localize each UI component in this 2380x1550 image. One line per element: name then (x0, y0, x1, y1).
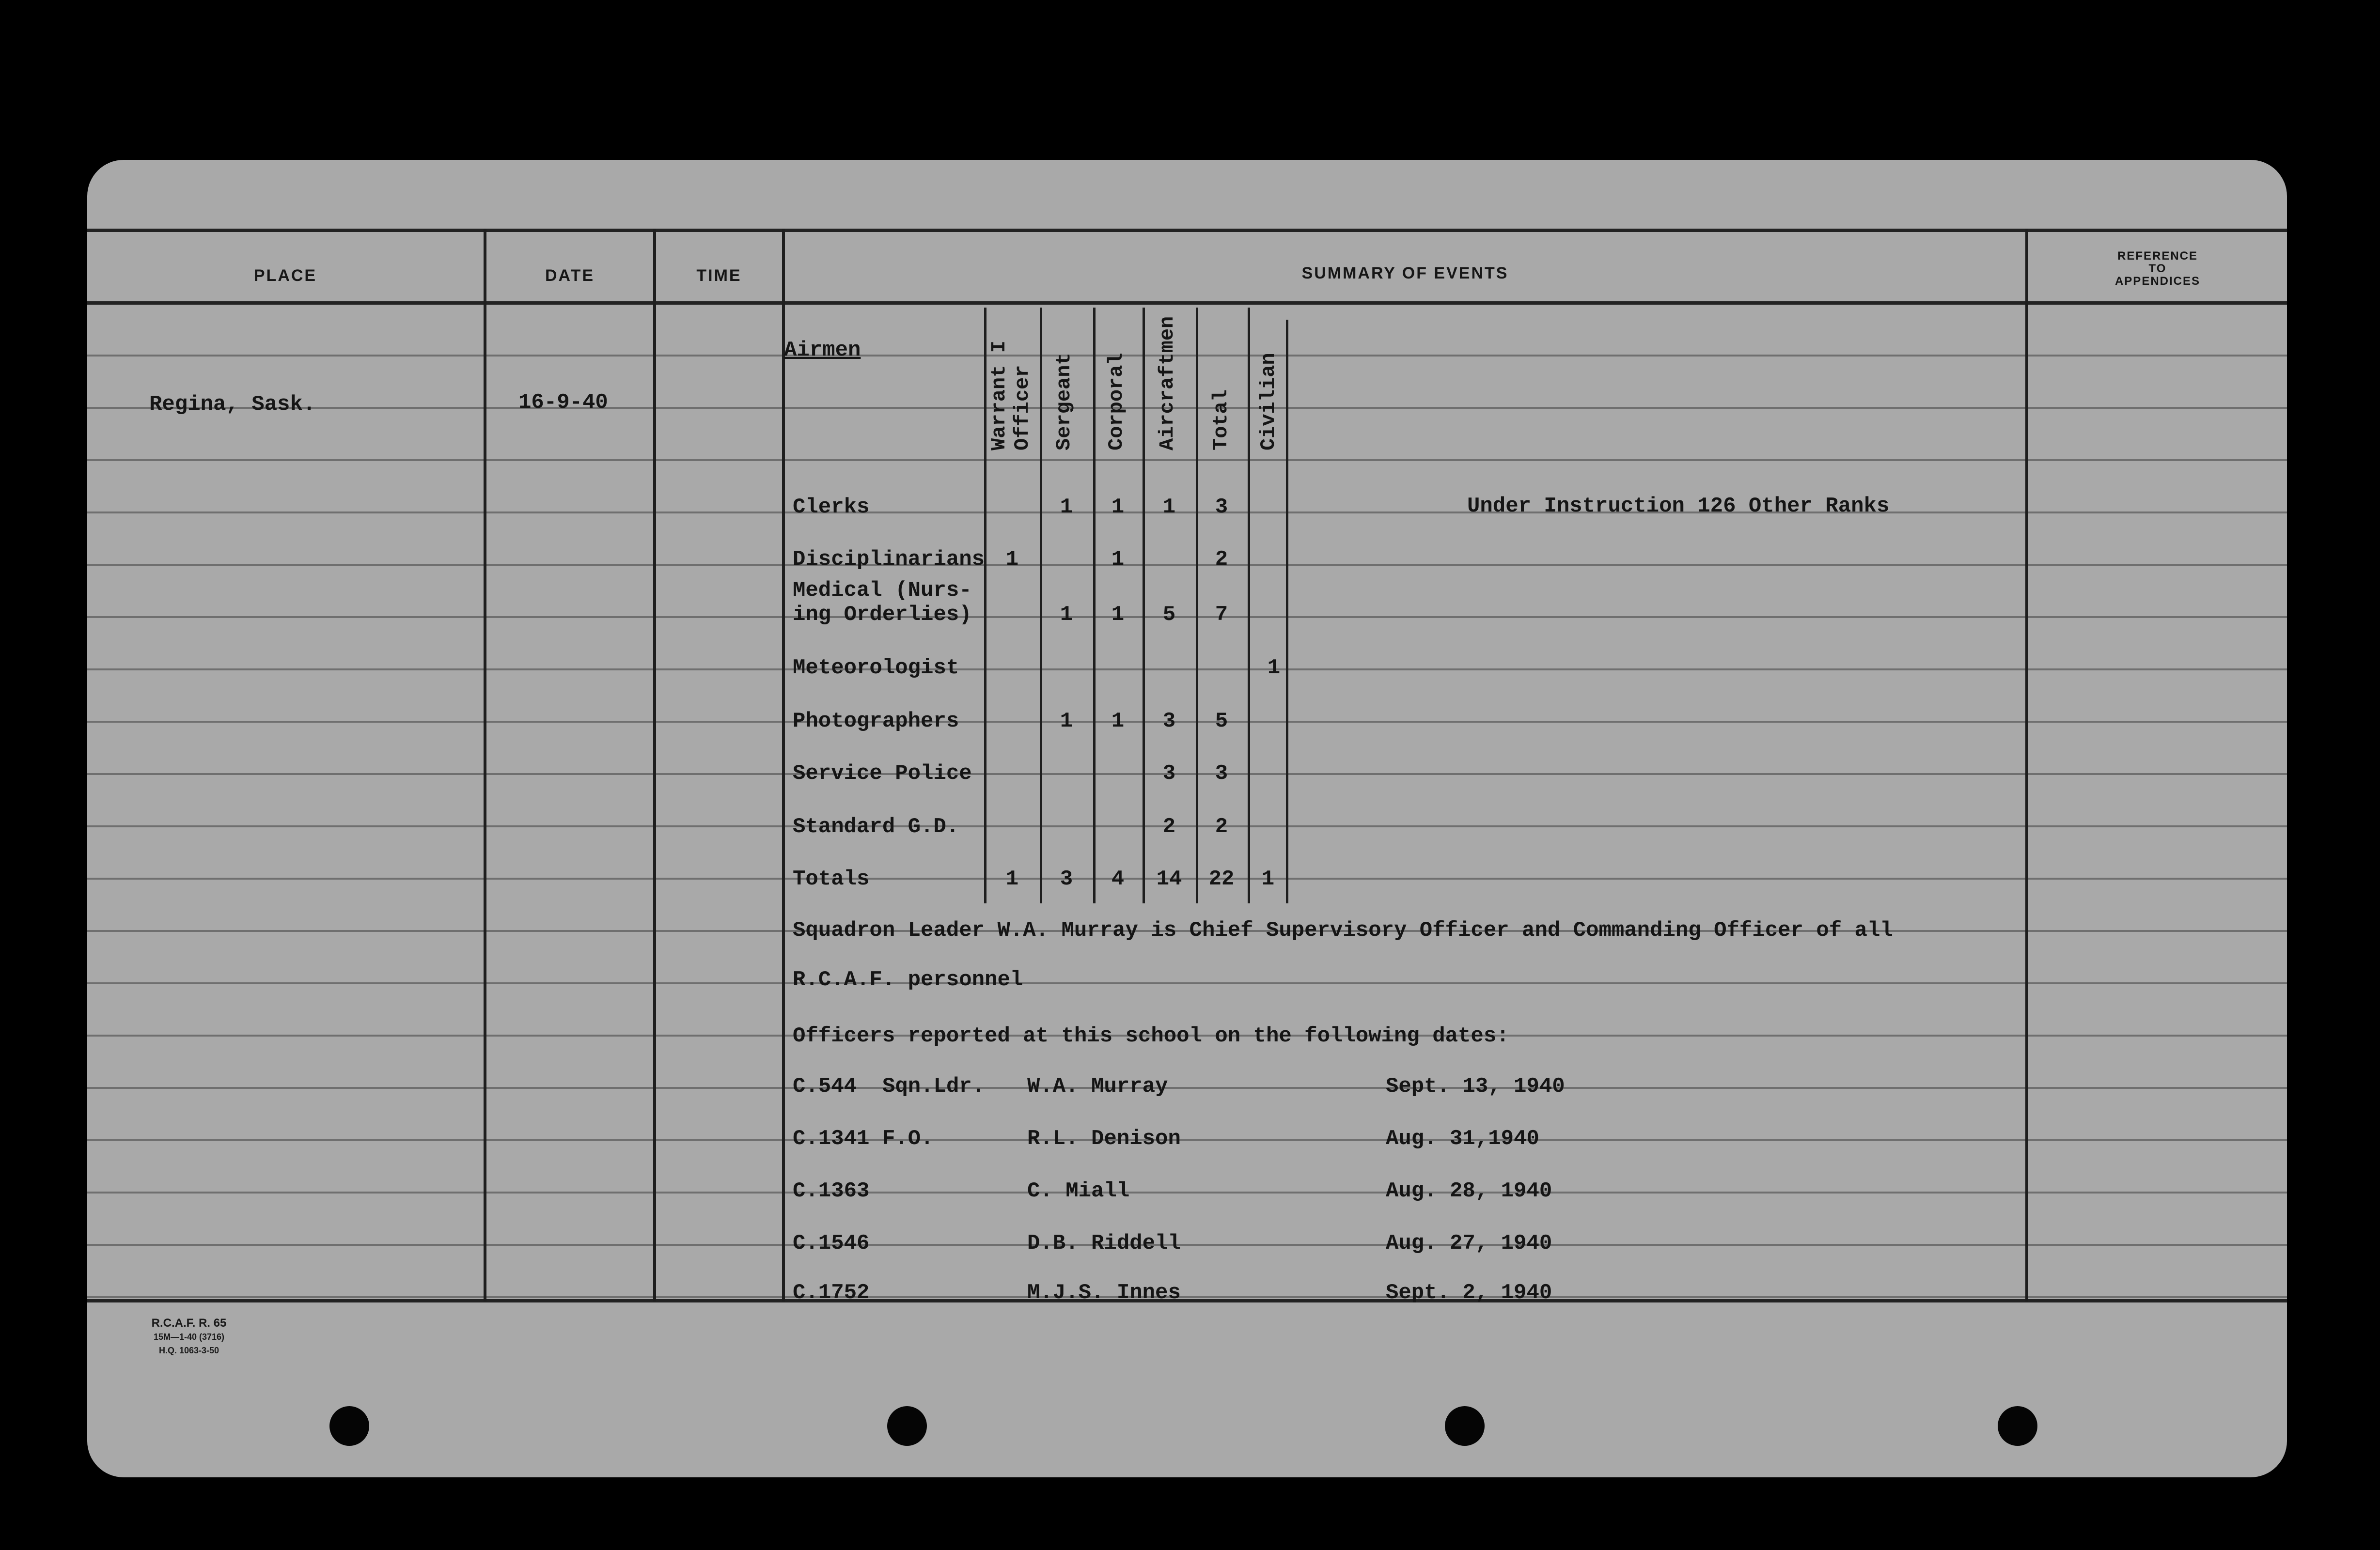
row-label-meteorologist: Meteorologist (793, 656, 959, 680)
cell: 1 (1060, 603, 1073, 627)
time-header: TIME (696, 266, 742, 285)
officer-date: Sept. 2, 1940 (1386, 1281, 1552, 1305)
officer-date: Aug. 31,1940 (1386, 1127, 1539, 1151)
header-bottom-line (87, 301, 2287, 305)
airmen-column-line (1143, 308, 1145, 903)
punch-hole (1445, 1406, 1485, 1446)
column-header-warrant-officer: Warrant I Officer (987, 341, 1034, 450)
officer-number: C.1546 (793, 1231, 870, 1256)
cell: 2 (1215, 815, 1228, 839)
cell: 1 (1005, 867, 1019, 891)
paragraph-line-3: Officers reported at this school on the following dates: (793, 1024, 1509, 1048)
column-header-aircraftmen: Aircraftmen (1156, 316, 1179, 450)
column-header-total: Total (1209, 389, 1233, 450)
cell: 3 (1162, 709, 1176, 733)
cell: 3 (1162, 761, 1176, 786)
cell: 1 (1267, 656, 1281, 680)
officer-number: C.1752 (793, 1281, 870, 1305)
ruled-line (87, 512, 2287, 513)
airmen-column-line (984, 308, 986, 903)
cell: 4 (1111, 867, 1125, 891)
cell: 1 (1111, 709, 1125, 733)
cell: 3 (1215, 761, 1228, 786)
airmen-column-line (1040, 308, 1042, 903)
entry-date: 16-9-40 (518, 390, 608, 415)
cell: 1 (1111, 495, 1125, 519)
cell: 2 (1162, 815, 1176, 839)
officer-number: C.544 (793, 1074, 857, 1099)
cell: 1 (1060, 495, 1073, 519)
ruled-line (87, 1296, 2287, 1298)
reference-header: REFERENCE TO APPENDICES (2114, 249, 2201, 288)
ruled-line (87, 1244, 2287, 1246)
ruled-line (87, 1192, 2287, 1194)
cell: 1 (1261, 867, 1275, 891)
cell: 3 (1215, 495, 1228, 519)
airmen-column-line (1196, 308, 1198, 903)
punch-hole (1998, 1406, 2037, 1446)
cell: 5 (1162, 603, 1176, 627)
form-stamp-line-2: 15M—1-40 (3716) (153, 1332, 225, 1342)
ruled-line (87, 616, 2287, 618)
row-label-service-police: Service Police (793, 761, 972, 786)
ruled-line (87, 668, 2287, 670)
ruled-line (87, 825, 2287, 827)
cell: 1 (1111, 547, 1125, 572)
row-label-medical: Medical (Nurs- ing Orderlies) (793, 578, 972, 627)
column-header-corporal: Corporal (1105, 353, 1128, 450)
cell: 22 (1208, 867, 1235, 891)
row-label-photographers: Photographers (793, 709, 959, 733)
column-divider (653, 229, 656, 1302)
cell: 5 (1215, 709, 1228, 733)
officer-rank: Sqn.Ldr. (882, 1074, 985, 1099)
punch-hole (887, 1406, 927, 1446)
cell: 1 (1162, 495, 1176, 519)
row-label-clerks: Clerks (793, 495, 870, 519)
cell: 7 (1215, 603, 1228, 627)
cell: 2 (1215, 547, 1228, 572)
officer-date: Sept. 13, 1940 (1386, 1074, 1565, 1099)
column-header-sergeant: Sergeant (1052, 353, 1076, 450)
ruled-line (87, 564, 2287, 566)
cell: 14 (1156, 867, 1182, 891)
place-header: PLACE (253, 266, 317, 285)
officer-name: R.L. Denison (1027, 1127, 1181, 1151)
cell: 3 (1060, 867, 1073, 891)
ruled-line (87, 721, 2287, 723)
paragraph-line-2: R.C.A.F. personnel (793, 968, 1023, 992)
officer-date: Aug. 27, 1940 (1386, 1231, 1552, 1256)
airmen-title: Airmen (784, 338, 861, 362)
officer-name: C. Miall (1027, 1179, 1130, 1203)
ruled-line (87, 1087, 2287, 1089)
footer-line (87, 1299, 2287, 1302)
punch-hole (329, 1406, 369, 1446)
officer-rank: F.O. (882, 1127, 934, 1151)
cell: 1 (1005, 547, 1019, 572)
column-header-civilian: Civilian (1257, 353, 1280, 450)
form-stamp-line-1: R.C.A.F. R. 65 (151, 1317, 227, 1330)
column-divider (2025, 229, 2028, 1302)
airmen-column-line (1286, 320, 1288, 903)
ruled-line (87, 773, 2287, 775)
summary-header: SUMMARY OF EVENTS (1301, 264, 1509, 282)
cell: 1 (1060, 709, 1073, 733)
officer-number: C.1341 (793, 1127, 870, 1151)
form-stamp (126, 1317, 252, 1357)
ruled-line (87, 982, 2287, 984)
paragraph-line-1: Squadron Leader W.A. Murray is Chief Supervisory Officer and Commanding Officer of all (793, 918, 1893, 943)
officer-name: M.J.S. Innes (1027, 1281, 1181, 1305)
ruled-line (87, 878, 2287, 880)
date-header: DATE (545, 266, 595, 285)
ruled-line (87, 407, 2287, 409)
airmen-column-line (1093, 308, 1096, 903)
form-stamp-line-3: H.Q. 1063-3-50 (158, 1346, 219, 1355)
header-top-line (87, 229, 2287, 232)
ruled-line (87, 1139, 2287, 1141)
ruled-line (87, 459, 2287, 461)
row-label-totals: Totals (793, 867, 870, 891)
entry-place: Regina, Sask. (149, 392, 316, 417)
column-divider (484, 229, 486, 1302)
side-note: Under Instruction 126 Other Ranks (1467, 494, 1890, 518)
form-card (87, 160, 2287, 1477)
officer-date: Aug. 28, 1940 (1386, 1179, 1552, 1203)
row-label-disciplinarians: Disciplinarians (793, 547, 985, 572)
ruled-line (87, 355, 2287, 356)
officer-number: C.1363 (793, 1179, 870, 1203)
airmen-column-line (1248, 308, 1250, 903)
column-divider (782, 229, 785, 1302)
row-label-standard-gd: Standard G.D. (793, 815, 959, 839)
cell: 1 (1111, 603, 1125, 627)
officer-name: D.B. Riddell (1027, 1231, 1181, 1256)
officer-name: W.A. Murray (1027, 1074, 1168, 1099)
